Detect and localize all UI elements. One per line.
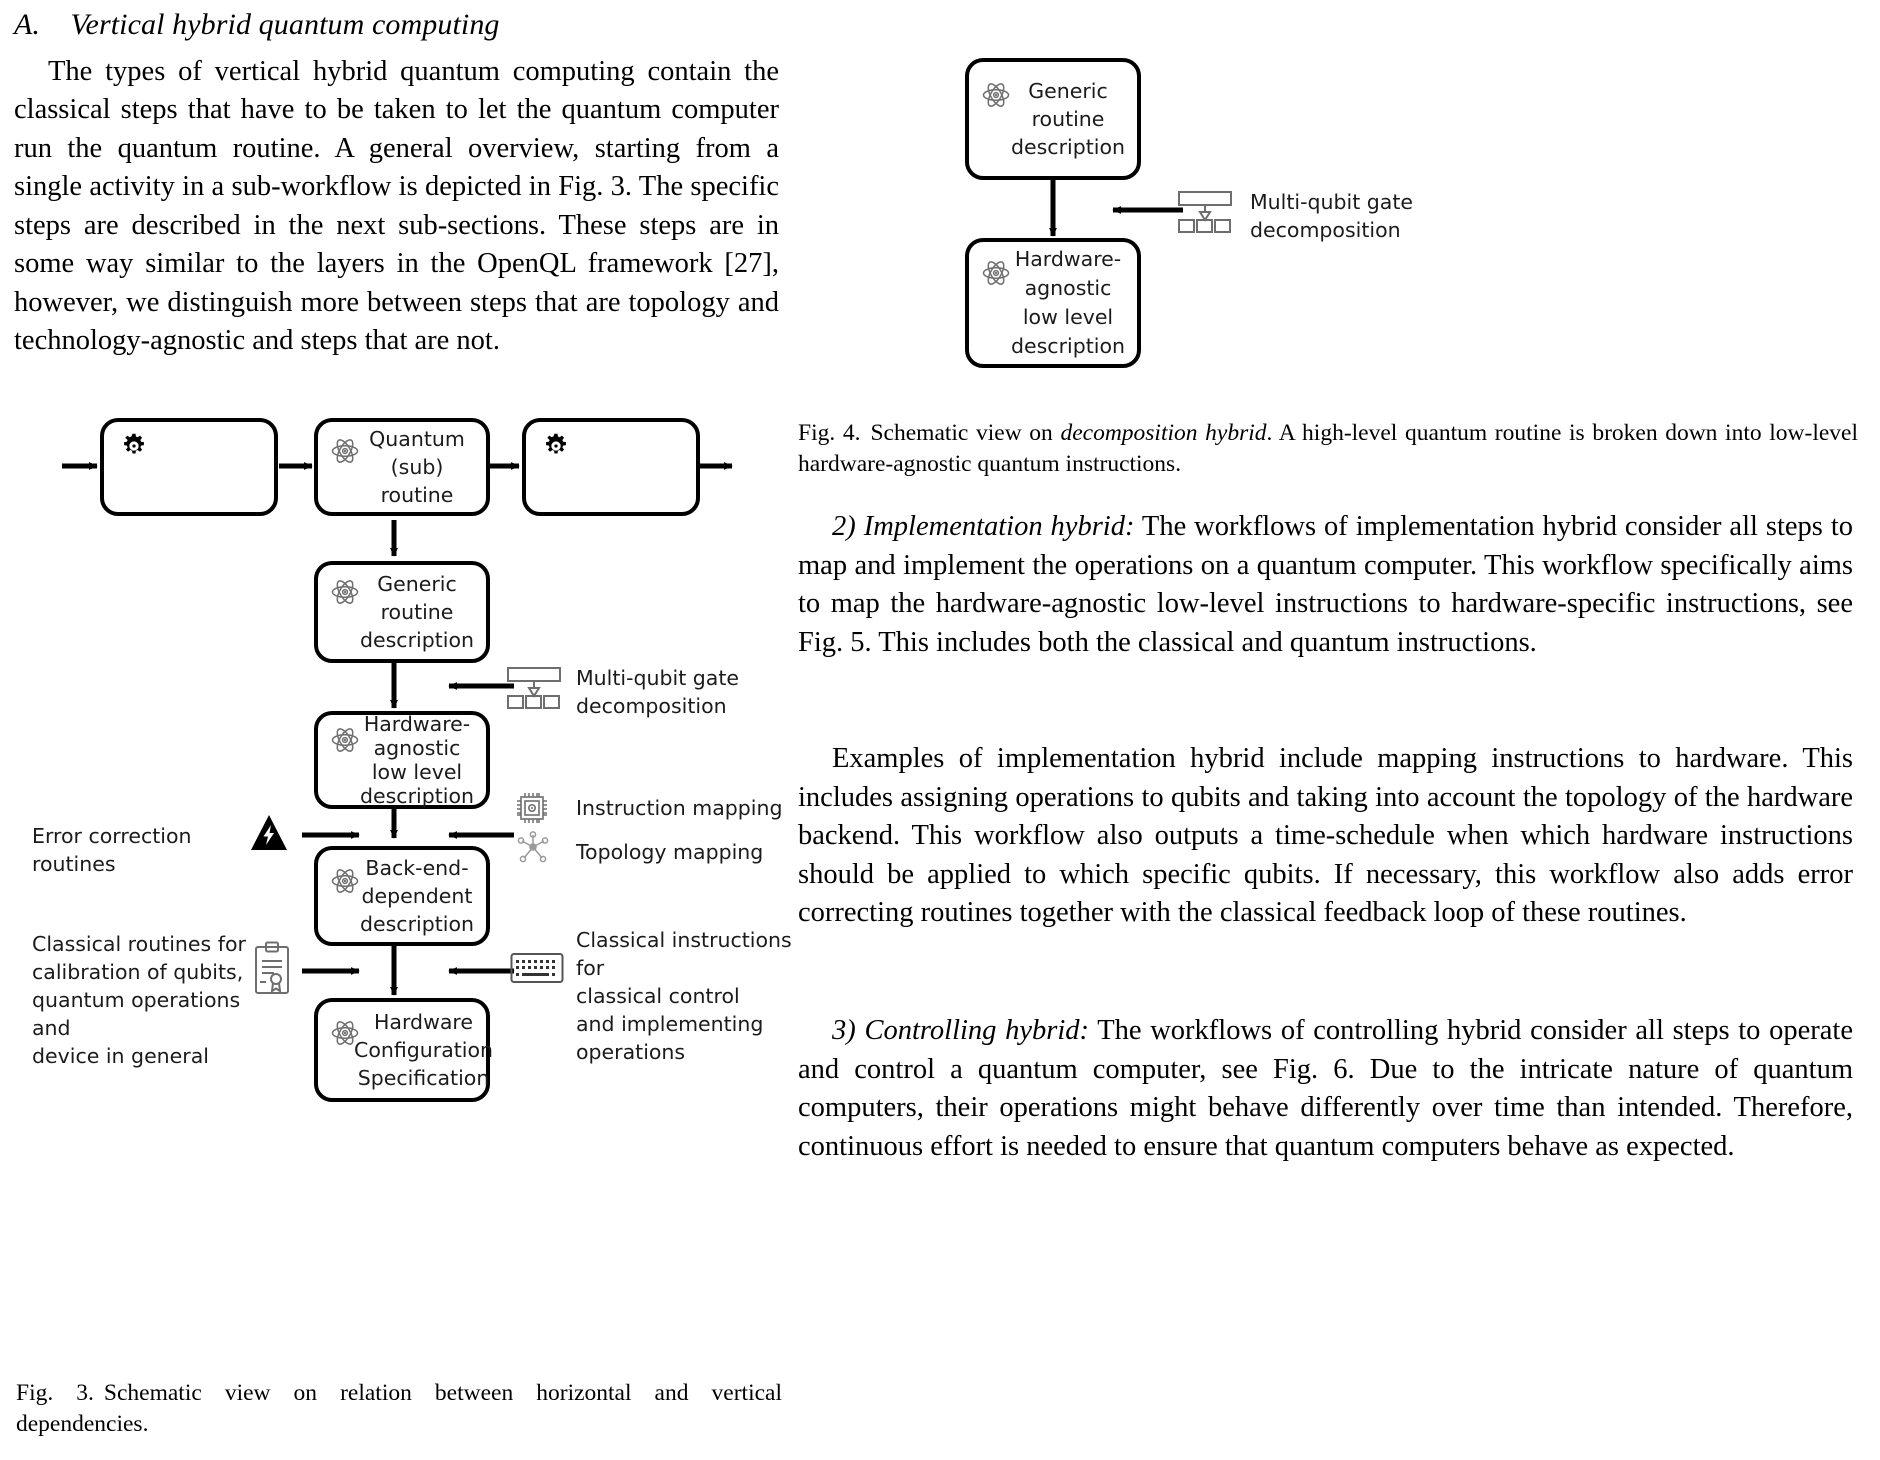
figure-4 bbox=[900, 38, 1500, 386]
right-paragraph-2-number: 2) bbox=[832, 511, 856, 542]
atom-icon bbox=[981, 258, 1011, 288]
figure3-node-hardware-agnostic-label: Hardware- agnostic low level description bbox=[360, 712, 474, 808]
keyboard-icon bbox=[510, 950, 564, 986]
left-paragraph-1: The types of vertical hybrid quantum computing contain the classical steps that have to be taken to let the quantum computer run the quantum routine. A general overview, starting from a single activity in a sub-workflow is depicted in Fig. 3. The specific steps are described in the next sub-sections. These steps are in some way similar to the layers in the OpenQL framework [27], however, we distinguish more between steps that are topology and technology-agnostic and steps that are not. bbox=[14, 55, 779, 356]
right-paragraph-2-text: The workflows of implementation hybrid consider all steps to map and implement the operations on a quantum computer. This workflow specifically aims to map the hardware-agnostic low-level instructions to hardware-specific instructions, see Fig. 5. This includes both the classical and quantum instructions. bbox=[798, 511, 1853, 658]
right-paragraph-2-title: Implementation hybrid: bbox=[863, 511, 1135, 542]
figure3-node-backend-dependent-label: Back-end- dependent description bbox=[360, 856, 474, 936]
cpu-chip-icon bbox=[514, 790, 550, 826]
multi-qubit-gate-decomposition-icon bbox=[1177, 190, 1233, 234]
warning-triangle-icon bbox=[250, 813, 288, 853]
figure4-node-generic-routine bbox=[965, 58, 1141, 180]
figure3-node-activity-before bbox=[100, 418, 278, 516]
left-column bbox=[14, 0, 804, 361]
figure4-node-generic-routine-label: Generic routine description bbox=[1011, 79, 1125, 159]
figure3-label-classical-instructions: Classical instructions for classical control and implementing operations bbox=[576, 928, 792, 1064]
figure3-label-classical-routines: Classical routines for calibration of qubits, quantum operations and device in general bbox=[32, 932, 246, 1068]
figure3-node-generic-routine bbox=[314, 561, 490, 663]
atom-icon bbox=[330, 577, 360, 607]
figure3-node-hardware-config bbox=[314, 998, 494, 1102]
figure3-label-error-correction: Error correction routines bbox=[32, 824, 192, 876]
clipboard-certificate-icon bbox=[254, 941, 290, 995]
atom-icon bbox=[330, 436, 360, 466]
right-paragraph-4-title: Controlling hybrid: bbox=[864, 1015, 1090, 1046]
topology-graph-icon bbox=[516, 830, 550, 864]
figure3-node-hardware-agnostic bbox=[314, 711, 490, 809]
figure-3-caption bbox=[16, 1378, 782, 1440]
atom-icon bbox=[330, 1018, 360, 1048]
right-paragraph-4 bbox=[798, 1012, 1853, 1166]
section-heading-label: A. bbox=[14, 8, 41, 41]
atom-icon bbox=[330, 725, 360, 755]
figure-3-caption-text: Schematic view on relation between horizontal and vertical dependencies. bbox=[16, 1380, 782, 1437]
right-paragraph-3: Examples of implementation hybrid include mapping instructions to hardware. This includes assigning operations to qubits and taking into account the topology of the hardware backend. This workflow also outputs a time-schedule when which hardware instructions should be applied to which specific qubits. If necessary, this workflow also adds error correcting routines together with the classical feedback loop of these routines. bbox=[798, 743, 1853, 928]
figure3-node-generic-routine-label: Generic routine description bbox=[360, 572, 474, 652]
section-heading-title: Vertical hybrid quantum computing bbox=[70, 8, 500, 41]
figure-4-caption-before: Schematic view on bbox=[870, 420, 1061, 446]
figure3-label-instruction-mapping: Instruction mapping bbox=[576, 796, 783, 820]
figure3-label-multiqubit-decomposition: Multi-qubit gate decomposition bbox=[576, 666, 739, 718]
figure-4-caption-italic: decomposition hybrid bbox=[1060, 420, 1267, 446]
figure4-label-multiqubit-decomposition: Multi-qubit gate decomposition bbox=[1250, 190, 1413, 242]
figure3-node-backend-dependent bbox=[314, 846, 490, 946]
figure3-node-quantum-subroutine bbox=[314, 418, 490, 516]
section-heading bbox=[14, 8, 804, 43]
figure3-node-hardware-config-label: Hardware Configuration Specification bbox=[354, 1010, 494, 1090]
gear-icon bbox=[542, 432, 570, 460]
figure3-node-activity-after bbox=[522, 418, 700, 516]
multi-qubit-gate-decomposition-icon bbox=[506, 666, 562, 710]
figure-4-caption-label: Fig. 4. bbox=[798, 420, 861, 446]
figure3-label-topology-mapping: Topology mapping bbox=[576, 840, 764, 864]
atom-icon bbox=[981, 80, 1011, 110]
right-paragraph-4-text: The workflows of controlling hybrid consider all steps to operate and control a quantum computer, see Fig. 6. Due to the intricate nature of quantum computers, their operations might behave differently over time than intended. Therefore, continuous effort is needed to ensure that quantum computers behave as expected. bbox=[798, 1015, 1853, 1162]
figure-4-caption bbox=[798, 418, 1858, 480]
figure-4-caption-after: . A high-level quantum routine is broken down into low-level hardware-agnostic quantum instructions. bbox=[798, 420, 1858, 477]
figure-3 bbox=[14, 398, 792, 1118]
figure4-node-hardware-agnostic-label: Hardware- agnostic low level description bbox=[1011, 247, 1125, 358]
figure-3-caption-label: Fig. 3. bbox=[16, 1380, 94, 1406]
right-paragraph-4-number: 3) bbox=[832, 1015, 856, 1046]
gear-icon bbox=[120, 432, 148, 460]
atom-icon bbox=[330, 866, 360, 896]
right-paragraph-2 bbox=[798, 508, 1853, 662]
figure4-node-hardware-agnostic bbox=[965, 238, 1141, 368]
figure3-node-quantum-subroutine-label: Quantum (sub) routine bbox=[369, 427, 465, 507]
